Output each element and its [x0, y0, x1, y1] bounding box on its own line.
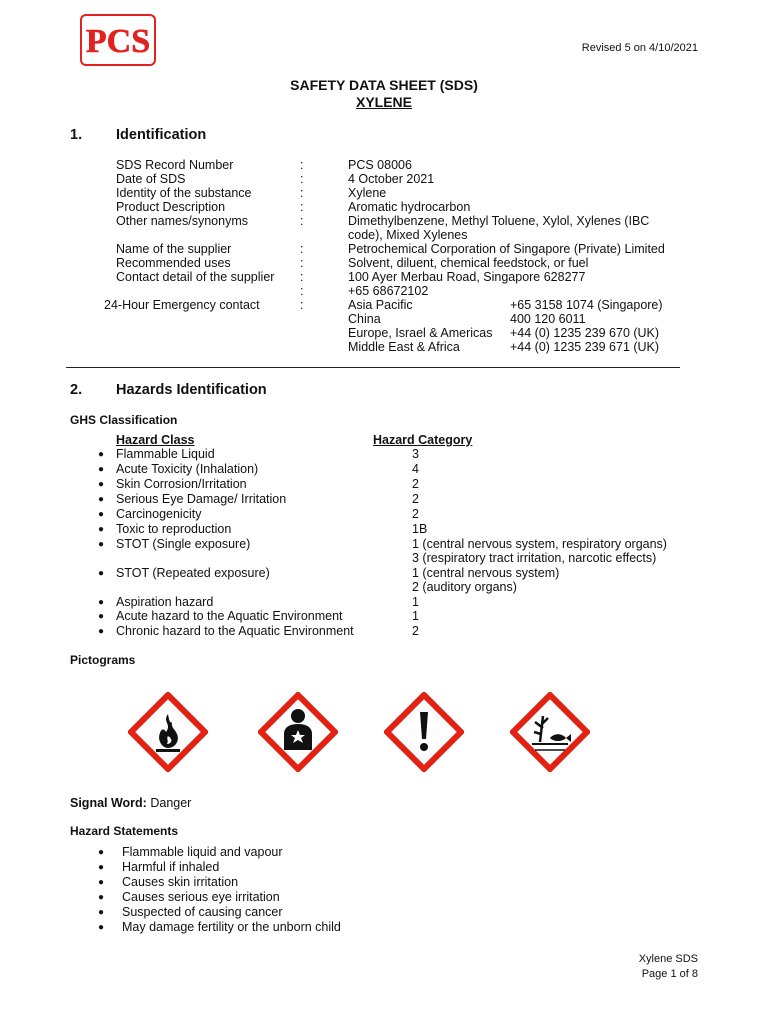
- emergency-row: [0, 312, 768, 326]
- bullet-icon: ●: [98, 892, 105, 903]
- hazard-category: 1 (central nervous system): [412, 566, 560, 580]
- colon: :: [300, 284, 304, 298]
- id-label: SDS Record Number: [116, 158, 234, 172]
- emergency-region: Middle East & Africa: [348, 340, 460, 354]
- signal-word-value: Danger: [150, 796, 192, 810]
- pcs-logo: [80, 14, 156, 66]
- hazard-class: Acute hazard to the Aquatic Environment: [116, 609, 343, 623]
- hazard-category: 2: [412, 624, 419, 638]
- id-label: Name of the supplier: [116, 242, 232, 256]
- bullet-icon: ●: [98, 449, 105, 460]
- bullet-icon: ●: [98, 847, 105, 858]
- revision-note: Revised 5 on 4/10/2021: [581, 42, 698, 54]
- colon: :: [300, 158, 304, 172]
- signal-word: [70, 796, 191, 810]
- hazard-category: 3 (respiratory tract irritation, narcotic effects): [412, 551, 657, 565]
- hazard-row: [0, 609, 768, 624]
- hazard-category: 2: [412, 507, 419, 521]
- hazard-category: 1B: [412, 522, 428, 536]
- bullet-icon: ●: [98, 922, 105, 933]
- hazard-category: 2: [412, 477, 419, 491]
- hazard-row: [0, 462, 768, 477]
- colon: :: [300, 200, 304, 214]
- bullet-icon: ●: [98, 862, 105, 873]
- bullet-icon: ●: [98, 494, 105, 505]
- bullet-icon: ●: [98, 539, 105, 550]
- id-value-continuation: code), Mixed Xylenes: [348, 228, 468, 242]
- hazard-category-header: Hazard Category: [373, 433, 473, 447]
- bullet-icon: ●: [98, 464, 105, 475]
- hazard-category: 1 (central nervous system, respiratory organs): [412, 537, 667, 551]
- hazard-statement: [0, 920, 768, 935]
- id-row: [0, 158, 768, 172]
- id-value: Aromatic hydrocarbon: [348, 200, 471, 214]
- id-row: [0, 200, 768, 214]
- bullet-icon: ●: [98, 907, 105, 918]
- bullet-icon: ●: [98, 626, 105, 637]
- hazard-statements-heading: Hazard Statements: [70, 824, 179, 838]
- id-value: 100 Ayer Merbau Road, Singapore 628277: [348, 270, 586, 284]
- footer-page-number: Page 1 of 8: [641, 968, 698, 980]
- hazard-category: 1: [412, 595, 419, 609]
- id-label: Date of SDS: [116, 172, 186, 186]
- id-value: 4 October 2021: [348, 172, 435, 186]
- id-row: [0, 256, 768, 270]
- id-value: Petrochemical Corporation of Singapore (Private) Limited: [348, 242, 665, 256]
- hazard-row: [0, 624, 768, 639]
- emergency-row: [0, 340, 768, 354]
- emergency-number: +65 3158 1074 (Singapore): [510, 298, 663, 312]
- colon: :: [300, 172, 304, 186]
- hazard-row: [0, 447, 768, 462]
- document-title: SAFETY DATA SHEET (SDS): [290, 77, 478, 93]
- section-1-number: 1.: [70, 127, 83, 143]
- bullet-icon: ●: [98, 597, 105, 608]
- id-value-continuation: +65 68672102: [348, 284, 429, 298]
- hazard-row: [0, 595, 768, 610]
- colon: :: [300, 242, 304, 256]
- footer-doc-name: Xylene SDS: [638, 953, 698, 965]
- flame-icon: [128, 692, 208, 772]
- environment-icon: [510, 692, 590, 772]
- id-value: PCS 08006: [348, 158, 412, 172]
- hazard-statement-text: May damage fertility or the unborn child: [122, 920, 341, 934]
- id-row-continuation: [0, 284, 768, 298]
- id-label: Recommended uses: [116, 256, 231, 270]
- id-label: Contact detail of the supplier: [116, 270, 275, 284]
- id-row: [0, 270, 768, 284]
- section-1-title: Identification: [116, 127, 207, 143]
- id-label: Other names/synonyms: [116, 214, 248, 228]
- section-2-number: 2.: [70, 382, 83, 398]
- hazard-class: Carcinogenicity: [116, 507, 202, 521]
- health-hazard-icon: [258, 692, 338, 772]
- hazard-statement: [0, 845, 768, 860]
- id-row: [0, 214, 768, 228]
- hazard-category: 3: [412, 447, 419, 461]
- emergency-region: China: [348, 312, 381, 326]
- id-value: Solvent, diluent, chemical feedstock, or fuel: [348, 256, 589, 270]
- id-row: [0, 242, 768, 256]
- bullet-icon: ●: [98, 509, 105, 520]
- hazard-statement-text: Flammable liquid and vapour: [122, 845, 283, 859]
- id-value: Dimethylbenzene, Methyl Toluene, Xylol, Xylenes (IBC: [348, 214, 650, 228]
- bullet-icon: ●: [98, 611, 105, 622]
- hazard-statement-text: Suspected of causing cancer: [122, 905, 283, 919]
- colon: :: [300, 214, 304, 228]
- emergency-region: Europe, Israel & Americas: [348, 326, 493, 340]
- hazard-category: 4: [412, 462, 419, 476]
- hazard-table-header: [0, 433, 768, 448]
- bullet-icon: ●: [98, 479, 105, 490]
- id-label: Identity of the substance: [116, 186, 252, 200]
- id-row-continuation: [0, 228, 768, 242]
- hazard-row: [0, 522, 768, 537]
- colon: :: [300, 298, 304, 312]
- hazard-statement: [0, 875, 768, 890]
- bullet-icon: ●: [98, 877, 105, 888]
- hazard-row-continuation: [0, 580, 768, 595]
- hazard-statement: [0, 890, 768, 905]
- hazard-category: 2 (auditory organs): [412, 580, 517, 594]
- bullet-icon: ●: [98, 568, 105, 579]
- emergency-row: [0, 326, 768, 340]
- ghs-heading: GHS Classification: [70, 413, 178, 427]
- hazard-class: Acute Toxicity (Inhalation): [116, 462, 259, 476]
- section-2-title: Hazards Identification: [116, 382, 267, 398]
- emergency-number: +44 (0) 1235 239 671 (UK): [510, 340, 660, 354]
- hazard-row: [0, 566, 768, 581]
- hazard-class-header: Hazard Class: [116, 433, 195, 447]
- id-row: [0, 172, 768, 186]
- hazard-class: STOT (Repeated exposure): [116, 566, 270, 580]
- document-subtitle: XYLENE: [355, 94, 412, 110]
- hazard-class: Chronic hazard to the Aquatic Environment: [116, 624, 354, 638]
- colon: :: [300, 256, 304, 270]
- emergency-number: 400 120 6011: [510, 312, 586, 326]
- emergency-region: Asia Pacific: [348, 298, 413, 312]
- bullet-icon: ●: [98, 524, 105, 535]
- hazard-category: 1: [412, 609, 419, 623]
- id-label: Product Description: [116, 200, 226, 214]
- hazard-class: Aspiration hazard: [116, 595, 214, 609]
- hazard-statement: [0, 905, 768, 920]
- hazard-statement: [0, 860, 768, 875]
- logo-text: PCS: [85, 23, 151, 60]
- hazard-statement-text: Causes skin irritation: [122, 875, 239, 889]
- hazard-row: [0, 507, 768, 522]
- section-divider: [66, 367, 680, 368]
- hazard-class: Serious Eye Damage/ Irritation: [116, 492, 287, 506]
- emergency-row: [0, 298, 768, 312]
- emergency-label: 24-Hour Emergency contact: [104, 298, 260, 312]
- pictograms-heading: Pictograms: [70, 653, 136, 667]
- exclamation-mark-icon: [384, 692, 464, 772]
- hazard-class: Flammable Liquid: [116, 447, 215, 461]
- hazard-statement-text: Causes serious eye irritation: [122, 890, 280, 904]
- hazard-row: [0, 492, 768, 507]
- hazard-category: 2: [412, 492, 419, 506]
- colon: :: [300, 186, 304, 200]
- emergency-number: +44 (0) 1235 239 670 (UK): [510, 326, 660, 340]
- hazard-row: [0, 477, 768, 492]
- hazard-row: [0, 537, 768, 552]
- id-value: Xylene: [348, 186, 387, 200]
- hazard-row-continuation: [0, 551, 768, 566]
- hazard-class: STOT (Single exposure): [116, 537, 251, 551]
- hazard-statement-text: Harmful if inhaled: [122, 860, 220, 874]
- signal-word-label: Signal Word:: [70, 796, 147, 810]
- hazard-class: Skin Corrosion/Irritation: [116, 477, 247, 491]
- colon: :: [300, 270, 304, 284]
- hazard-class: Toxic to reproduction: [116, 522, 232, 536]
- id-row: [0, 186, 768, 200]
